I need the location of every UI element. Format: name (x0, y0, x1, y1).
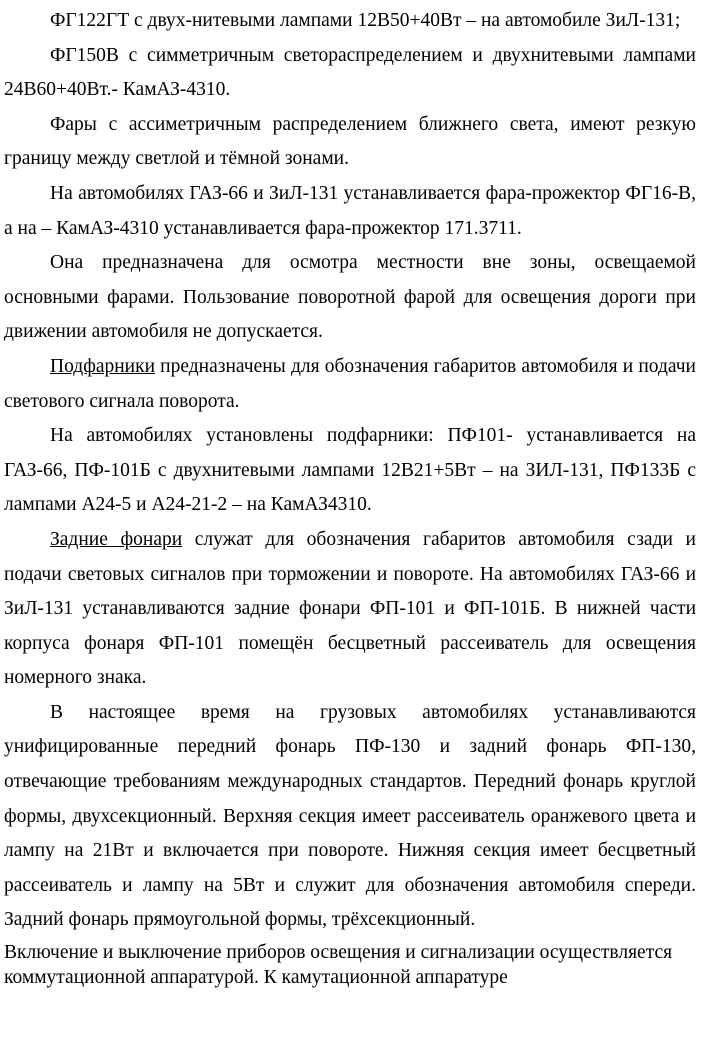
paragraph-text: ФГ150В с симметричным светораспределением и двухнитевыми лампами 24В60+40Вт.- КамАЗ-4310. (4, 44, 696, 101)
paragraph-searchlight-purpose (4, 246, 696, 350)
paragraph-searchlight (4, 177, 696, 246)
paragraph-side-lights (4, 350, 696, 419)
paragraph-text: служат для обозначения габаритов автомобиля сзади и подачи световых сигналов при торможении и повороте. На автомобилях ГАЗ-66 и ЗиЛ-131 устанавливаются задние фонари ФП-101 и ФП-101Б. В нижней части корпуса фонаря ФП-101 помещён бесцветный рассеиватель для освещения номерного знака. (4, 528, 696, 689)
paragraph-fg150v (4, 39, 696, 108)
underlined-term: Задние фонари (50, 528, 183, 550)
paragraph-side-lights-models (4, 419, 696, 523)
paragraph-fg122gt (4, 4, 696, 39)
paragraph-text: На автомобилях установлены подфарники: ПФ101- устанавливается на ГАЗ-66, ПФ-101Б с двухнитевыми лампами 12В21+5Вт – на ЗИЛ-131, ПФ133Б с лампами А24-5 и А24-21-2 – на КамАЗ4310. (4, 425, 696, 516)
paragraph-switching-equipment (4, 941, 696, 990)
paragraph-rear-lights (4, 523, 696, 696)
paragraph-text: Включение и выключение приборов освещения и сигнализации осуществляется коммутационной аппаратурой. К камутационной аппаратуре (4, 942, 673, 988)
paragraph-text: предназначены для обозначения габаритов автомобиля и подачи светового сигнала поворота. (4, 355, 696, 412)
paragraph-text: В настоящее время на грузовых автомобилях устанавливаются унифицированные передний фонарь ПФ-130 и задний фонарь ФП-130, отвечающие требованиям международных стандартов. Передний фонарь круглой формы, двухсекционный. Верхняя секция имеет рассеиватель оранжевого цвета и лампу на 21Вт и включается при повороте. Нижняя секция имеет бесцветный рассеиватель и лампу на 5Вт и служит для обозначения автомобиля спереди. Задний фонарь прямоугольной формы, трёхсекционный. (4, 701, 696, 931)
paragraph-text: Она предназначена для осмотра местности вне зоны, освещаемой основными фарами. Пользование поворотной фарой для освещения дороги при движении автомобиля не допускается. (4, 252, 696, 343)
paragraph-unified-lights (4, 696, 696, 938)
paragraph-asymmetric-headlights (4, 108, 696, 177)
paragraph-text: На автомобилях ГАЗ-66 и ЗиЛ-131 устанавливается фара-прожектор ФГ16-В, а на – КамАЗ-4310 устанавливается фара-прожектор 171.3711. (4, 182, 696, 239)
paragraph-text: Фары с ассиметричным распределением ближнего света, имеют резкую границу между светлой и тёмной зонами. (4, 113, 696, 170)
paragraph-text: ФГ122ГТ с двух-нитевыми лампами 12В50+40Вт – на автомобиле ЗиЛ-131; (50, 10, 681, 31)
underlined-term: Подфарники (50, 355, 156, 377)
